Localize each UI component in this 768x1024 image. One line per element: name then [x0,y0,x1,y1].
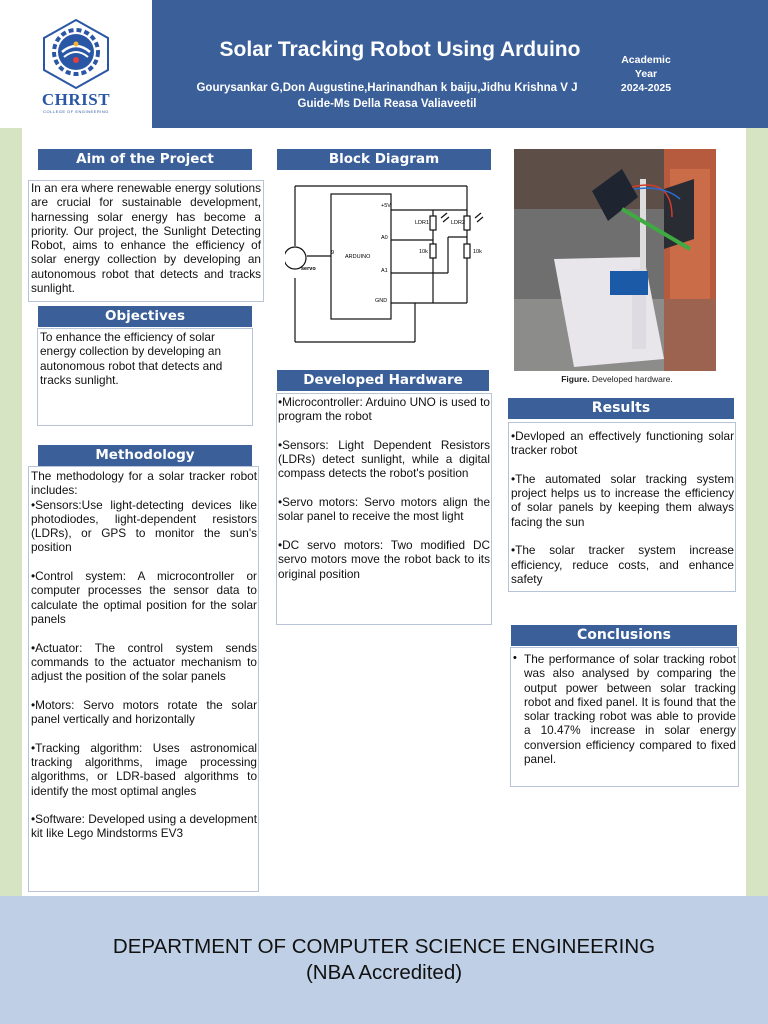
department [0,934,768,986]
figure-caption-text: Developed hardware. [589,374,673,384]
label-gnd: GND [375,298,388,304]
results-text [511,429,734,586]
hardware-paragraph: •Microcontroller: Arduino UNO is used to program the robot [278,395,490,424]
hardware-paragraph: •Servo motors: Servo motors align the solar panel to receive the most light [278,495,490,524]
label-arduino: ARDUINO [345,254,371,260]
block-diagram-heading: Block Diagram [277,149,491,170]
guide: Guide-Ms Della Reasa Valiaveetil [297,98,477,110]
conclusions-text: The performance of solar tracking robot was also analysed by comparing the output power between solar tracking robot and fixed panel. It is found that the solar tracking robot was able to provide a 10.47% increase in solar energy conversion efficiency compared to fixed panel. [524,652,736,767]
results-heading: Results [508,398,734,419]
figure-caption [514,374,720,384]
label-ldr1: LDR1 [415,220,430,226]
hardware-photo [514,149,716,371]
figure-caption-label: Figure. [561,374,590,384]
label-5v: +5V [381,203,391,209]
college-emblem-icon [0,0,152,90]
hardware-paragraph: •Sensors: Light Dependent Resistors (LDRs) detect sunlight, while a digital compass detects the robot's position [278,437,490,481]
methodology-paragraph: •Control system: A microcontroller or computer processes the sensor data to calculate the optimal position for the solar panels [31,569,257,626]
label-10k-2: 10k [473,249,482,255]
methodology-text [31,469,257,841]
poster-title: Solar Tracking Robot Using Arduino [219,38,581,61]
year-label: Year [634,68,658,80]
results-paragraph: •The automated solar tracking system project helps us to increase the efficiency of solar panels by keeping them always facing the sun [511,471,734,529]
label-ldr2: LDR2 [451,220,466,226]
conclusions-heading: Conclusions [511,625,737,646]
conclusions-bullet: • [513,652,517,664]
academic-year [608,53,684,95]
methodology-paragraph: •Actuator: The control system sends commands to the actuator mechanism to adjust the position of the solar panels [31,640,257,684]
hardware-text [278,395,490,581]
label-pin9: 9 [331,250,335,256]
hardware-heading: Developed Hardware [277,370,489,391]
authors: Gourysankar G,Don Augustine,Harinandhan k baiju,Jidhu Krishna V J [196,82,578,94]
label-a0: A0 [381,235,388,241]
methodology-heading: Methodology [38,445,252,466]
aim-text: In an era where renewable energy solutions are crucial for sustainable development, harnessing solar energy has become a priority. Our project, the Sunlight Detecting Robot, aims to enhance the efficiency of solar energy collection by developing an autonomous robot that detects and tracks sunlight. [31,181,261,296]
accreditation: (NBA Accredited) [305,961,463,984]
label-servo: servo [301,266,316,272]
department-name: DEPARTMENT OF COMPUTER SCIENCE ENGINEERING [112,935,656,958]
results-paragraph: •Devloped an effectively functioning solar tracker robot [511,429,734,458]
methodology-paragraph: •Software: Developed using a development kit like Lego Mindstorms EV3 [31,812,257,841]
label-10k-1: 10k [419,249,428,255]
poster-header [0,0,768,128]
methodology-paragraph: •Tracking algorithm: Uses astronomical tracking algorithms, image processing algorithms, or LDR-based algorithms to identify the most optimal angles [31,740,257,798]
results-paragraph: •The solar tracker system increase efficiency, reduce costs, and enhance safety [511,543,734,586]
college-logo [0,0,152,128]
logo-text: CHRIST [41,90,111,109]
year-value: 2024-2025 [620,82,672,94]
block-diagram [285,180,485,350]
label-a1: A1 [381,268,388,274]
methodology-paragraph: •Motors: Servo motors rotate the solar panel vertically and horizontally [31,697,257,727]
logo-subtext: COLLEGE OF ENGINEERING [43,109,109,114]
academic-label: Academic [621,54,671,66]
methodology-paragraph: The methodology for a solar tracker robot includes: •Sensors:Use light-detecting devices like photodiodes, light-dependent resistors (LDRs), or GPS to monitor the sun's position [31,469,257,555]
objectives-text: To enhance the efficiency of solar energy collection by developing an autonomous robot that detects and tracks sunlight. [40,330,223,387]
hardware-paragraph: •DC servo motors: Two modified DC servo motors move the robot back to its original position [278,537,490,581]
aim-heading: Aim of the Project [38,149,252,170]
objectives-heading: Objectives [38,306,252,327]
